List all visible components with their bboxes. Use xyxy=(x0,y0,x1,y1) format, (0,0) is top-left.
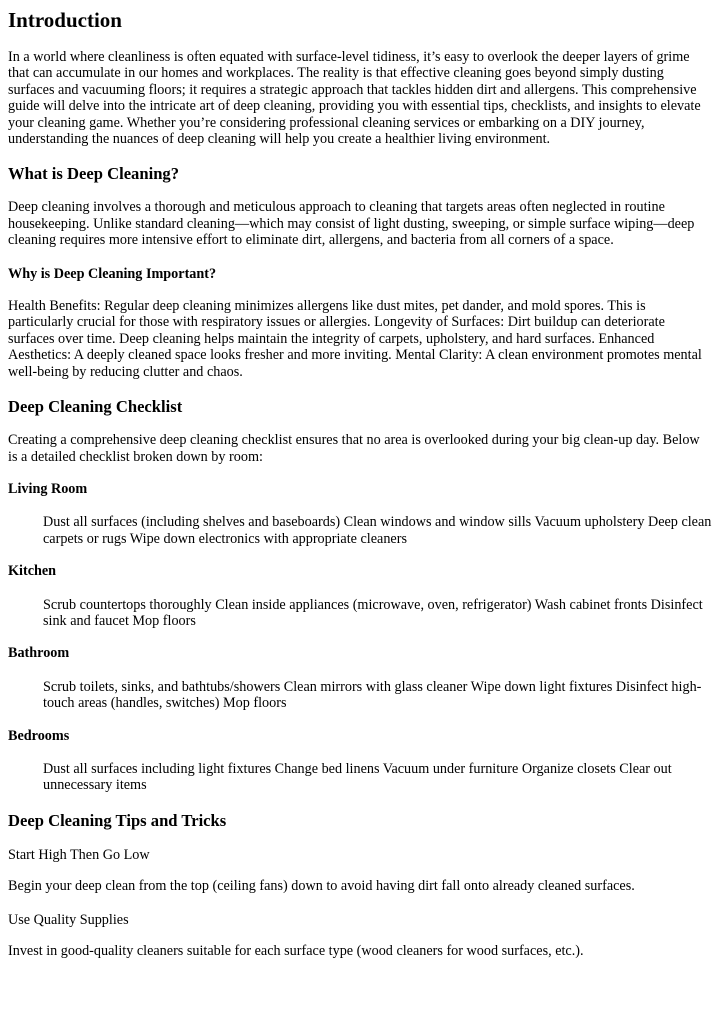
tips-heading: Deep Cleaning Tips and Tricks xyxy=(8,810,227,830)
room-checklist-bathroom: Scrub toilets, sinks, and bathtubs/showers Clean mirrors with glass cleaner Wipe down light fixtures Disinfect high-touch areas (handles, switches) Mop floors xyxy=(43,678,702,712)
what-is-deep-cleaning-heading: What is Deep Cleaning? xyxy=(8,164,180,184)
room-heading-living-room: Living Room xyxy=(8,480,88,497)
what-is-deep-cleaning-paragraph: Deep cleaning involves a thorough and meticulous approach to cleaning that targets areas often neglected in routine housekeeping. Unlike standard cleaning—which may consist of light dusting, sweeping, or simple surface wiping—deep cleaning requires more intensive effort to eliminate dirt, allergens, and bacteria from all corners of a space. xyxy=(8,199,695,249)
checklist-paragraph: Creating a comprehensive deep cleaning checklist ensures that no area is overlooked during your big clean-up day. Below is a detailed checklist broken down by room: xyxy=(8,432,700,465)
why-important-paragraph: Health Benefits: Regular deep cleaning minimizes allergens like dust mites, pet dander, and mold spores. This is particularly crucial for those with respiratory issues or allergies. Longevity of Surfaces: Dirt buildup can deteriorate surfaces over time. Deep cleaning helps maintain the integrity of carpets, upholstery, and hard surfaces. Enhanced Aesthetics: A deeply cleaned space looks fresher and more inviting. Mental Clarity: A clean environment promotes mental well-being by reducing clutter and chaos. xyxy=(8,298,702,380)
room-checklist-kitchen: Scrub countertops thoroughly Clean inside appliances (microwave, oven, refrigerator) Wash cabinet fronts Disinfect sink and faucet Mop floors xyxy=(43,596,703,629)
tip-text-quality-supplies: Invest in good-quality cleaners suitable for each surface type (wood cleaners for wood surfaces, etc.). xyxy=(8,943,584,959)
checklist-heading: Deep Cleaning Checklist xyxy=(8,397,183,417)
tip-label-quality-supplies: Use Quality Supplies xyxy=(8,911,129,928)
room-heading-bathroom: Bathroom xyxy=(8,645,70,662)
tip-text-start-high: Begin your deep clean from the top (ceiling fans) down to avoid having dirt fall onto already cleaned surfaces. xyxy=(8,878,635,895)
room-heading-kitchen: Kitchen xyxy=(8,563,57,580)
document-page xyxy=(0,8,720,959)
room-heading-bedrooms: Bedrooms xyxy=(8,727,70,744)
tip-label-start-high: Start High Then Go Low xyxy=(8,846,150,863)
introduction-heading: Introduction xyxy=(8,8,122,32)
room-checklist-living-room: Dust all surfaces (including shelves and baseboards) Clean windows and window sills Vacuum upholstery Deep clean carpets or rugs Wipe down electronics with appropriate cleaners xyxy=(43,514,712,547)
introduction-paragraph: In a world where cleanliness is often equated with surface-level tidiness, it’s easy to overlook the deeper layers of grime that can accumulate in our homes and workplaces. The reality is that effective cleaning goes beyond simply dusting surfaces and vacuuming floors; it requires a strategic approach that tackles hidden dirt and allergens. This comprehensive guide will delve into the intricate art of deep cleaning, providing you with essential tips, checklists, and insights to elevate your cleaning game. Whether you’re considering professional cleaning services or embarking on a DIY journey, understanding the nuances of deep cleaning will help you create a healthier living environment. xyxy=(8,49,701,148)
why-important-heading: Why is Deep Cleaning Important? xyxy=(8,265,217,282)
room-checklist-bedrooms: Dust all surfaces including light fixtures Change bed linens Vacuum under furniture Organize closets Clear out unnecessary items xyxy=(43,760,672,794)
